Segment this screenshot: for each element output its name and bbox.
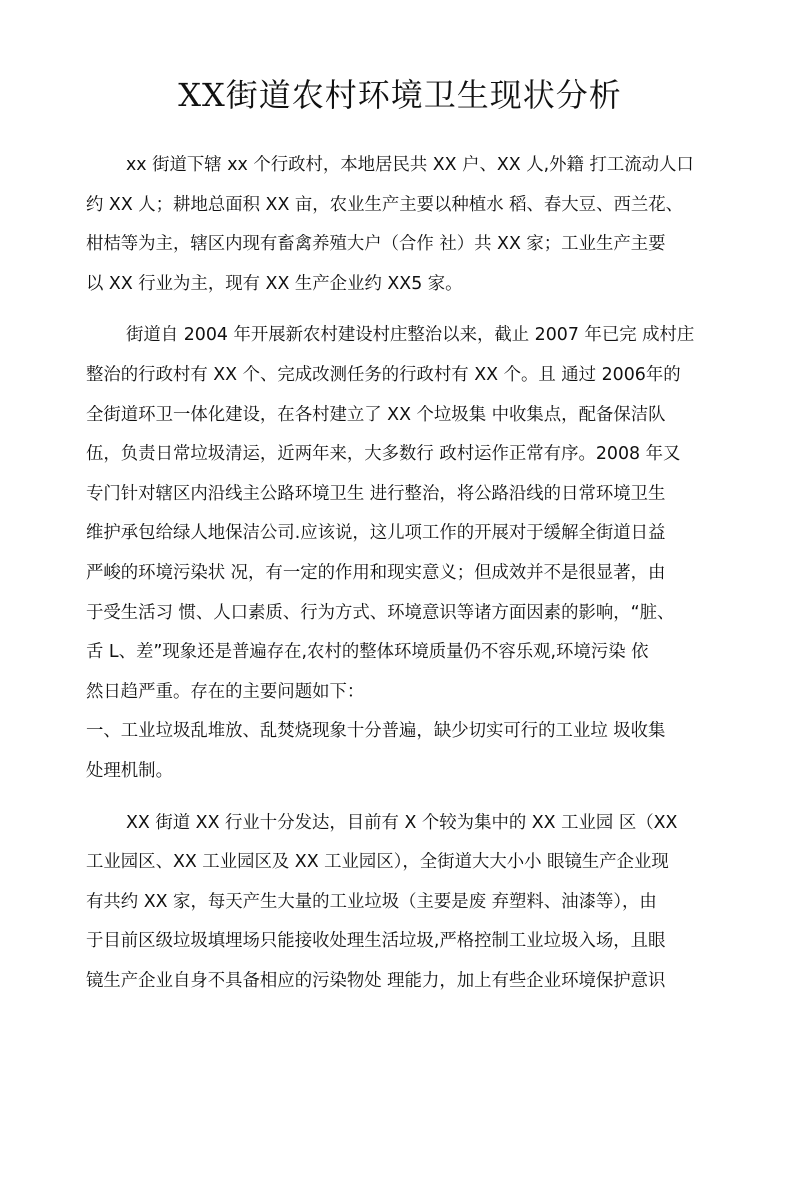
paragraph-line: xx 街道下辖 xx 个行政村，本地居民共 XX 户、XX 人,外籍 打工流动人口 [126,155,694,175]
paragraph-line: 严峻的环境污染状 况，有一定的作用和现实意义；但成效并不是很显著，由 [86,562,666,583]
paragraph-line: 专门针对辖区内沿线主公路环境卫生 进行整治，将公路沿线的日常环境卫生 [86,483,666,504]
paragraph-line: XX 街道 XX 行业十分发达，目前有 X 个较为集中的 XX 工业园 区（XX [126,812,678,833]
section-heading [86,712,714,791]
paragraph-progress [86,316,714,712]
paragraph-line: 于受生活习 惯、人口素质、行为方式、环境意识等诸方面因素的影响，“脏、 [86,602,675,623]
paragraph-line: 舌 L、差”现象还是普遍存在,农村的整体环境质量仍不容乐观,环境污染 依 [86,642,649,663]
paragraph-line: 有共约 XX 家，每天产生大量的工业垃圾（主要是废 弃塑料、油漆等），由 [86,891,657,912]
paragraph-line: 约 XX 人；耕地总面积 XX 亩，农业生产主要以种植水 稻、春大豆、西兰花、 [86,194,684,215]
paragraph-line: 以 XX 行业为主，现有 XX 生产企业约 XX5 家。 [86,273,463,294]
paragraph-industrial-waste [86,804,714,1002]
paragraph-spacer [86,792,714,804]
paragraph-line: 街道自 2004 年开展新农村建设村庄整治以来，截止 2007 年已完 成村庄 [126,325,695,346]
paragraph-line: 全街道环卫一体化建设，在各村建立了 XX 个垃圾集 中收集点，配备保洁队 [86,404,666,425]
paragraph-line: 整治的行政村有 XX 个、完成改测任务的行政村有 XX 个。且 通过 2006年的 [86,364,681,385]
heading-line: 处理机制。 [86,760,173,781]
paragraph-line: 于目前区级垃圾填埋场只能接收处理生活垃圾,严格控制工业垃圾入场，且眼 [86,931,666,952]
document-title: XX街道农村环境卫生现状分析 [178,76,622,114]
paragraph-line: 维护承包给绿人地保洁公司.应该说，这儿项工作的开展对于缓解全街道日益 [86,523,666,544]
paragraph-spacer [86,304,714,316]
paragraph-line: 柑桔等为主，辖区内现有畜禽养殖大户（合作 社）共 XX 家；工业生产主要 [86,234,666,255]
paragraph-line: 伍，负责日常垃圾清运，近两年来，大多数行 政村运作正常有序。2008 年又 [86,444,681,465]
paragraph-line: 镜生产企业自身不具备相应的污染物处 理能力，加上有些企业环境保护意识 [86,970,666,991]
paragraph-line: 工业园区、XX 工业园区及 XX 工业园区），全街道大大小小 眼镜生产企业现 [86,852,669,873]
paragraph-overview [86,146,714,304]
heading-line: 一、工业垃圾乱堆放、乱焚烧现象十分普遍，缺少切实可行的工业垃 圾收集 [86,721,666,742]
paragraph-line: 然日趋严重。存在的主要问题如下： [86,681,365,702]
